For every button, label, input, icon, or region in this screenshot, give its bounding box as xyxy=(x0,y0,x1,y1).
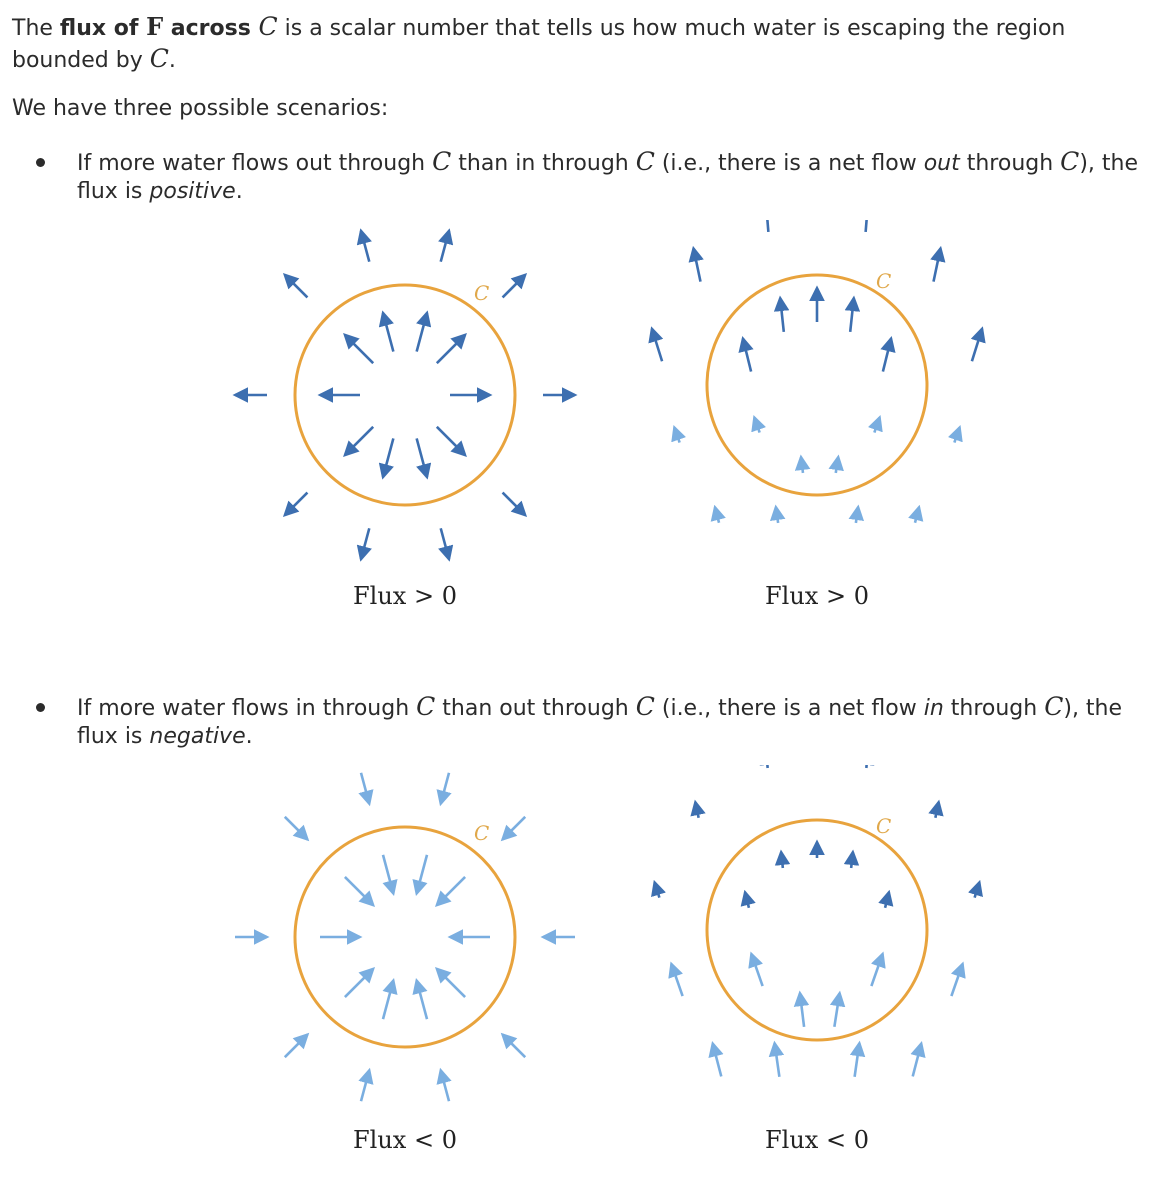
vector-arrow xyxy=(866,220,869,232)
diagram-mixed-field-positive xyxy=(652,220,982,523)
vector-arrow xyxy=(836,457,838,473)
curve-symbol: C xyxy=(1060,147,1080,176)
vector-arrow xyxy=(503,1035,526,1058)
bullet-positive: If more water flows out through C than in through C (i.e., there is a net flow out through C), the flux is positive. xyxy=(77,147,1138,204)
negative-flux-figure xyxy=(0,765,1158,1185)
bullet-negative: If more water flows in through C than out through C (i.e., there is a net flow in through C), the flux is negative. xyxy=(77,692,1123,749)
intro-text: is a scalar number that tells us how much water is escaping the region bounded by xyxy=(12,16,1066,73)
vector-arrow xyxy=(417,980,427,1019)
vector-arrow xyxy=(851,852,853,868)
vector-arrow xyxy=(285,493,308,516)
vector-arrow xyxy=(751,954,762,986)
vector-arrow xyxy=(441,773,449,804)
vector-arrow xyxy=(285,817,308,840)
vector-arrow xyxy=(874,417,879,432)
vector-field-symbol: F xyxy=(146,12,164,41)
curve-label: C xyxy=(474,821,490,845)
vector-arrow xyxy=(437,969,465,997)
vector-arrow xyxy=(361,1070,369,1101)
diagram-outward-field xyxy=(235,231,575,559)
vector-arrow xyxy=(383,855,393,894)
vector-arrow xyxy=(417,313,427,352)
vector-arrow xyxy=(441,1070,449,1101)
vector-arrow xyxy=(437,335,465,363)
vector-arrow xyxy=(934,248,941,281)
emphasis-out: out xyxy=(923,151,960,176)
vector-arrow xyxy=(754,417,759,432)
vector-arrow xyxy=(674,427,679,442)
bold-flux-of: flux of xyxy=(59,16,147,41)
emphasis-negative: negative xyxy=(149,724,246,749)
vector-arrow xyxy=(345,877,373,905)
caption-flux-positive: Flux > 0 xyxy=(353,582,457,610)
vector-arrow xyxy=(695,802,698,818)
emphasis-in: in xyxy=(923,696,944,721)
curve-symbol: C xyxy=(1044,692,1064,721)
vector-arrow xyxy=(285,275,308,298)
vector-arrow xyxy=(766,765,767,768)
diagram-mixed-field-negative xyxy=(655,765,980,1077)
vector-arrow xyxy=(345,335,373,363)
intro-paragraph xyxy=(12,12,1132,76)
caption-flux-positive: Flux > 0 xyxy=(765,582,869,610)
vector-arrow xyxy=(850,298,854,332)
vector-arrow xyxy=(885,892,889,908)
scenarios-line: We have three possible scenarios: xyxy=(12,96,389,121)
vector-arrow xyxy=(441,528,449,559)
bullet-dot xyxy=(36,158,45,167)
vector-arrow xyxy=(801,457,803,473)
curve-symbol: C xyxy=(635,692,655,721)
vector-arrow xyxy=(913,1044,922,1077)
vector-arrow xyxy=(713,1044,722,1077)
vector-arrow xyxy=(745,892,749,908)
vector-arrow xyxy=(655,882,660,897)
vector-arrow xyxy=(417,855,427,894)
vector-arrow xyxy=(437,427,465,455)
caption-flux-negative: Flux < 0 xyxy=(765,1126,869,1154)
emphasis-positive: positive xyxy=(149,179,236,204)
vector-arrow xyxy=(975,882,980,897)
vector-arrow xyxy=(743,338,751,371)
vector-arrow xyxy=(780,298,784,332)
curve-symbol: C xyxy=(635,147,655,176)
curve-label: C xyxy=(876,269,892,293)
vector-arrow xyxy=(866,765,867,768)
vector-arrow xyxy=(915,507,919,522)
vector-arrow xyxy=(834,993,839,1027)
vector-arrow xyxy=(441,231,449,262)
curve-symbol: C xyxy=(432,147,452,176)
intro-text: . xyxy=(168,48,176,73)
vector-arrow xyxy=(417,438,427,477)
curve-symbol: C xyxy=(149,44,169,73)
vector-arrow xyxy=(871,954,882,986)
caption-flux-negative: Flux < 0 xyxy=(353,1126,457,1154)
vector-arrow xyxy=(935,802,938,818)
vector-arrow xyxy=(437,877,465,905)
intro-text: The xyxy=(12,16,60,41)
positive-flux-figure xyxy=(0,220,1158,640)
vector-arrow xyxy=(361,231,369,262)
vector-arrow xyxy=(800,993,804,1027)
vector-arrow xyxy=(285,1035,308,1058)
bold-across: across xyxy=(163,16,259,41)
bullet-dot xyxy=(36,703,45,712)
diagram-inward-field xyxy=(235,773,575,1101)
vector-arrow xyxy=(383,438,393,477)
vector-arrow xyxy=(652,329,662,361)
vector-arrow xyxy=(954,427,959,442)
vector-arrow xyxy=(345,427,373,455)
vector-arrow xyxy=(503,275,526,298)
vector-arrow xyxy=(694,248,701,281)
vector-arrow xyxy=(775,1043,780,1077)
vector-arrow xyxy=(503,817,526,840)
vector-arrow xyxy=(671,964,682,996)
vector-arrow xyxy=(361,528,369,559)
vector-arrow xyxy=(383,313,393,352)
vector-arrow xyxy=(383,980,393,1019)
vector-arrow xyxy=(766,220,769,232)
vector-arrow xyxy=(503,493,526,516)
vector-arrow xyxy=(951,964,962,996)
vector-arrow xyxy=(776,507,778,523)
vector-arrow xyxy=(883,338,891,371)
curve-symbol: C xyxy=(258,12,278,41)
vector-arrow xyxy=(361,773,369,804)
vector-arrow xyxy=(855,1043,860,1077)
curve-label: C xyxy=(474,281,490,305)
vector-arrow xyxy=(781,852,783,868)
vector-arrow xyxy=(715,507,719,522)
vector-arrow xyxy=(972,329,982,361)
vector-arrow xyxy=(856,507,858,523)
curve-label: C xyxy=(876,814,892,838)
curve-symbol: C xyxy=(416,692,436,721)
vector-arrow xyxy=(345,969,373,997)
